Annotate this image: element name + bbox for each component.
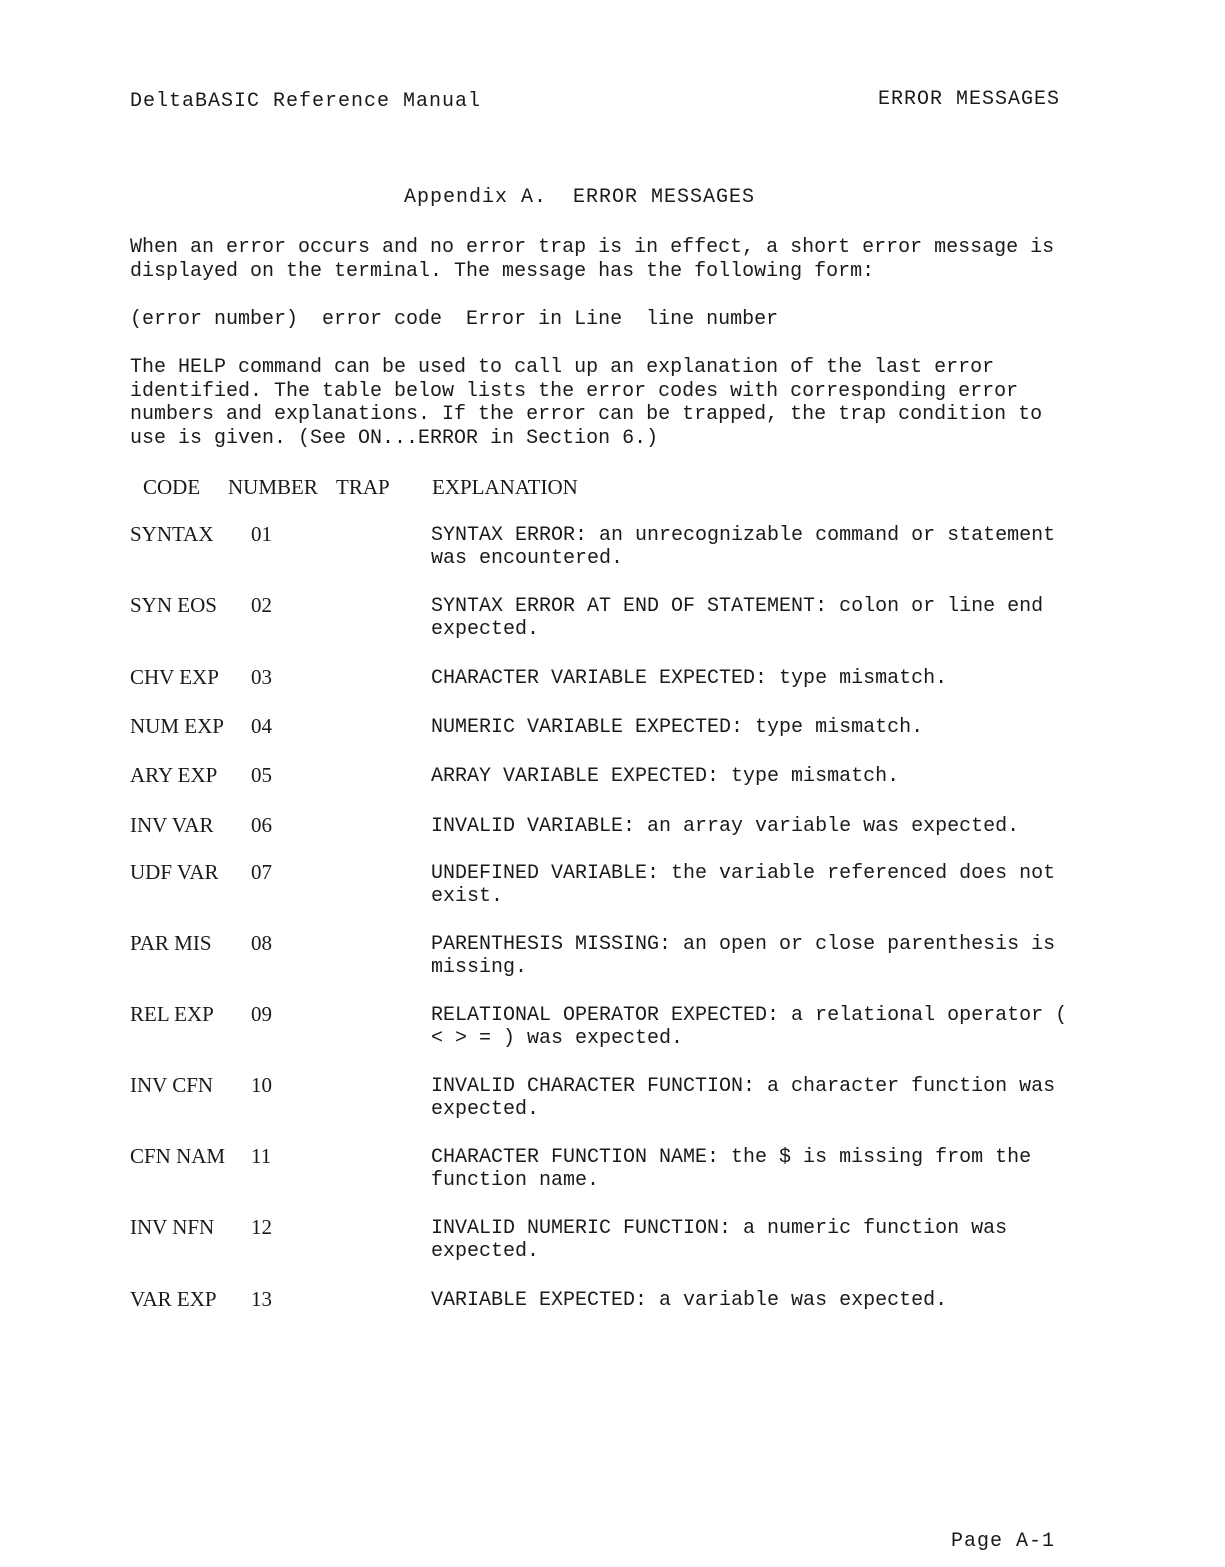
error-number: 13 xyxy=(251,1287,272,1311)
error-code: INV CFN xyxy=(130,1073,214,1097)
table-row xyxy=(0,1002,1225,1062)
table-row xyxy=(0,1144,1225,1204)
error-number: 10 xyxy=(251,1073,272,1097)
page-title: Appendix A. ERROR MESSAGES xyxy=(404,186,756,209)
error-number: 04 xyxy=(251,714,272,738)
error-explanation: INVALID CHARACTER FUNCTION: a character function was expected. xyxy=(431,1075,1056,1121)
error-explanation: CHARACTER VARIABLE EXPECTED: type mismatch. xyxy=(431,667,948,690)
error-number: 01 xyxy=(251,522,272,546)
table-row xyxy=(0,593,1225,653)
error-number: 05 xyxy=(251,763,272,787)
error-explanation: NUMERIC VARIABLE EXPECTED: type mismatch. xyxy=(431,716,924,739)
error-number: 03 xyxy=(251,665,272,689)
running-header-title: DeltaBASIC Reference Manual xyxy=(130,90,482,113)
error-number: 12 xyxy=(251,1215,272,1239)
error-number: 07 xyxy=(251,860,272,884)
running-header-section: ERROR MESSAGES xyxy=(878,88,1061,111)
error-explanation: UNDEFINED VARIABLE: the variable referenced does not exist. xyxy=(431,862,1056,908)
error-code: PAR MIS xyxy=(130,931,212,955)
error-number: 08 xyxy=(251,931,272,955)
error-number: 02 xyxy=(251,593,272,617)
error-format-line: (error number) error code Error in Line line number xyxy=(130,308,779,331)
error-code: NUM EXP xyxy=(130,714,224,738)
table-header-trap: TRAP xyxy=(336,475,390,499)
error-number: 11 xyxy=(251,1144,272,1168)
table-header-code: CODE xyxy=(143,475,201,499)
error-explanation: ARRAY VARIABLE EXPECTED: type mismatch. xyxy=(431,765,900,788)
error-number: 06 xyxy=(251,813,272,837)
table-header-explanation: EXPLANATION xyxy=(432,475,578,499)
intro-paragraph: When an error occurs and no error trap is in effect, a short error message is displayed on the terminal. The message has the following form: xyxy=(130,236,1055,283)
error-explanation: SYNTAX ERROR AT END OF STATEMENT: colon or line end expected. xyxy=(431,595,1044,641)
error-code: INV VAR xyxy=(130,813,214,837)
error-code: UDF VAR xyxy=(130,860,219,884)
error-explanation: VARIABLE EXPECTED: a variable was expected. xyxy=(431,1289,948,1312)
table-row xyxy=(0,860,1225,920)
error-explanation: SYNTAX ERROR: an unrecognizable command or statement was encountered. xyxy=(431,524,1056,570)
table-row xyxy=(0,1073,1225,1133)
error-explanation: RELATIONAL OPERATOR EXPECTED: a relational operator ( < > = ) was expected. xyxy=(431,1004,1068,1050)
error-number: 09 xyxy=(251,1002,272,1026)
page-number: Page A-1 xyxy=(951,1530,1056,1553)
error-code: CFN NAM xyxy=(130,1144,226,1168)
help-paragraph: The HELP command can be used to call up an explanation of the last error identified. The table below lists the error codes with corresponding error numbers and explanations. If the error can be trapped, the trap condition to use is given. (See ON...ERROR in Section 6.) xyxy=(130,356,1043,450)
table-row xyxy=(0,1215,1225,1275)
error-code: SYN EOS xyxy=(130,593,217,617)
error-code: VAR EXP xyxy=(130,1287,217,1311)
error-explanation: INVALID VARIABLE: an array variable was expected. xyxy=(431,815,1020,838)
error-explanation: INVALID NUMERIC FUNCTION: a numeric function was expected. xyxy=(431,1217,1008,1263)
table-row xyxy=(0,1287,1225,1347)
table-row xyxy=(0,931,1225,991)
error-code: SYNTAX xyxy=(130,522,214,546)
table-row xyxy=(0,522,1225,582)
table-header-number: NUMBER xyxy=(228,475,318,499)
error-code: ARY EXP xyxy=(130,763,218,787)
error-code: REL EXP xyxy=(130,1002,214,1026)
error-code: INV NFN xyxy=(130,1215,215,1239)
error-explanation: CHARACTER FUNCTION NAME: the $ is missing from the function name. xyxy=(431,1146,1032,1192)
error-explanation: PARENTHESIS MISSING: an open or close parenthesis is missing. xyxy=(431,933,1056,979)
error-code: CHV EXP xyxy=(130,665,219,689)
